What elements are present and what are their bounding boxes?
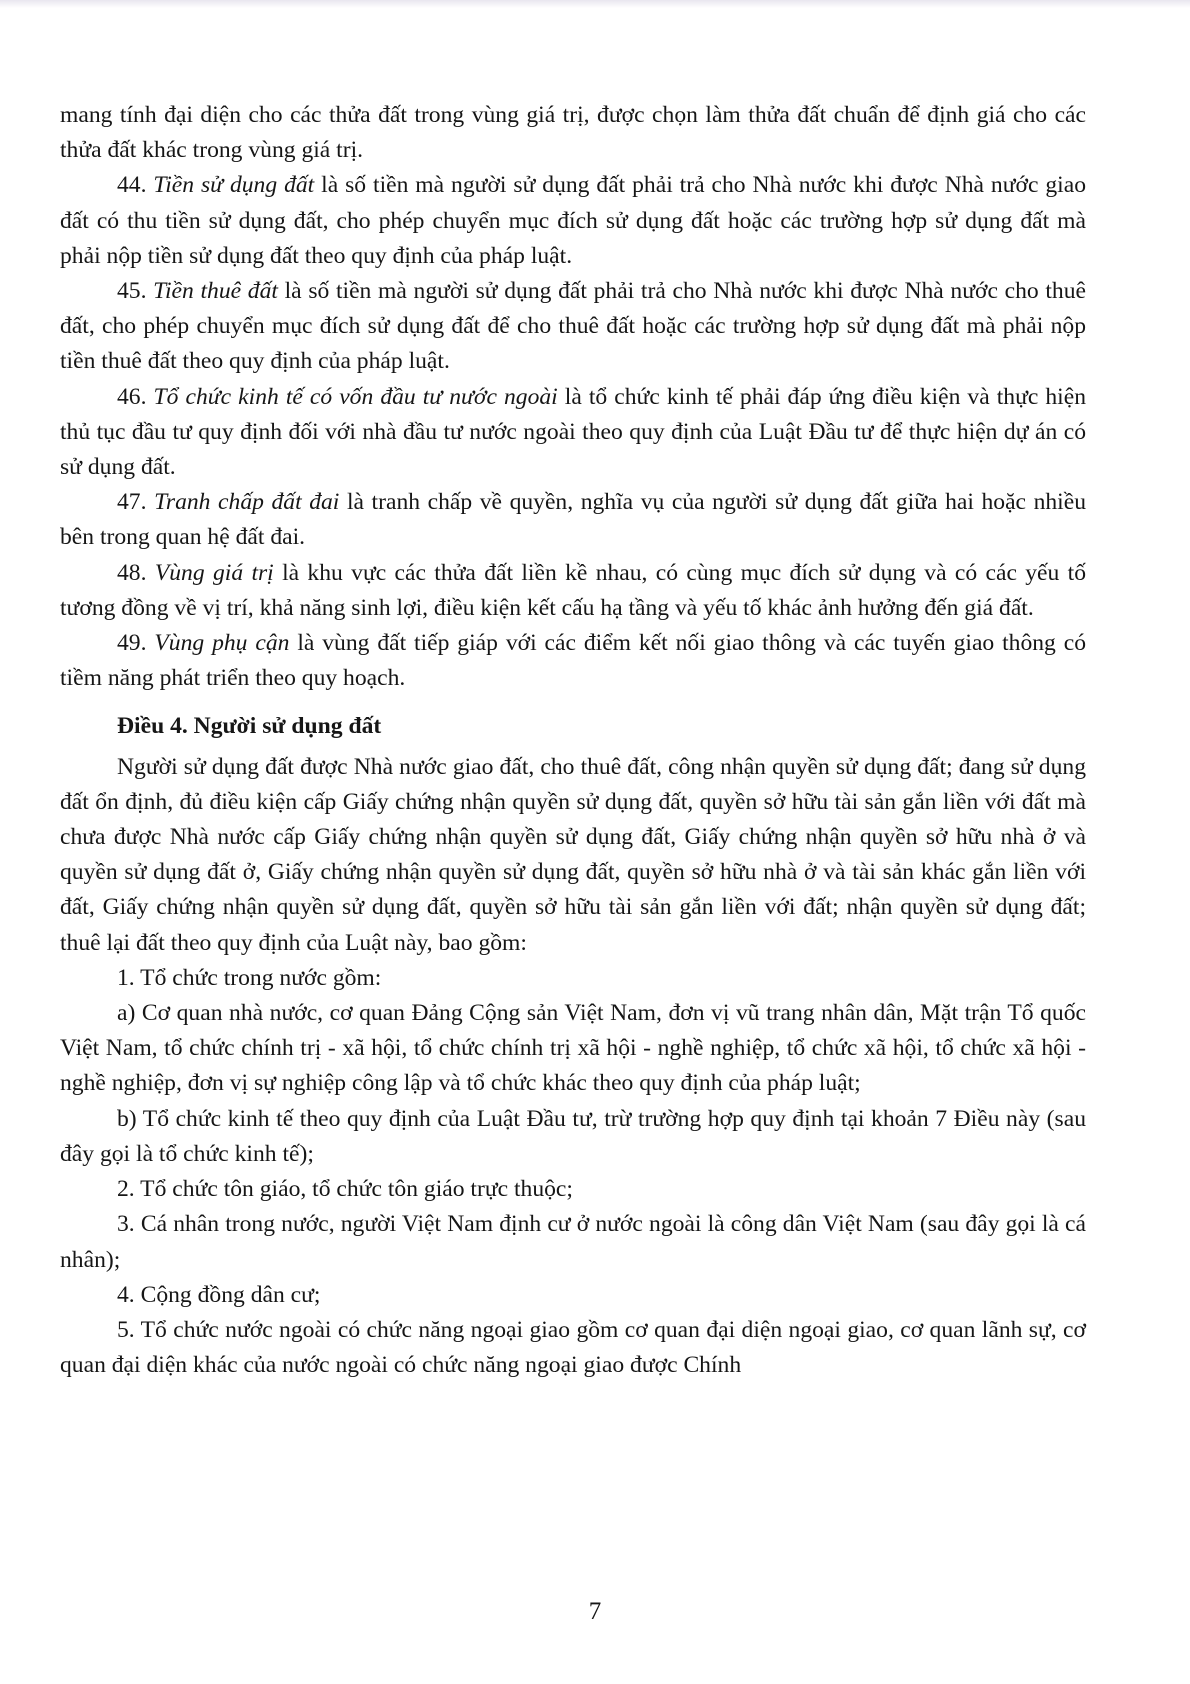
defined-term: Tiền thuê đất xyxy=(153,278,278,305)
definition-number: 49. xyxy=(117,630,155,657)
defined-term: Vùng phụ cận xyxy=(154,630,290,657)
definition-44 xyxy=(60,168,1086,274)
definition-text: là khu vực các thửa đất liền kề nhau, có cùng mục đích sử dụng và có các yếu tố tương đồng về vị trí, khả năng sinh lợi, điều kiện kết cấu hạ tầng và yếu tố khác ảnh hưởng đến giá đất. xyxy=(60,559,1086,621)
defined-term: Tiền sử dụng đất xyxy=(153,172,315,199)
clause-5: 5. Tổ chức nước ngoài có chức năng ngoại giao gồm cơ quan đại diện ngoại giao, cơ quan lãnh sự, cơ quan đại diện khác của nước ngoài có chức năng ngoại giao được Chính xyxy=(60,1316,1086,1379)
definition-48 xyxy=(60,556,1086,626)
definition-number: 44. xyxy=(117,172,154,199)
page-number: 7 xyxy=(588,1598,602,1625)
definition-49 xyxy=(60,626,1086,696)
scan-edge xyxy=(0,0,1190,8)
clause-4: 4. Cộng đồng dân cư; xyxy=(117,1281,321,1308)
clause-2: 2. Tổ chức tôn giáo, tổ chức tôn giáo trực thuộc; xyxy=(117,1176,573,1203)
definition-number: 45. xyxy=(117,278,154,305)
definition-text: là vùng đất tiếp giáp với các điểm kết nối giao thông và các tuyến giao thông có tiềm năng phát triển theo quy hoạch. xyxy=(60,630,1087,692)
definition-number: 48. xyxy=(117,559,155,586)
point-a: a) Cơ quan nhà nước, cơ quan Đảng Cộng sản Việt Nam, đơn vị vũ trang nhân dân, Mặt trận Tổ quốc Việt Nam, tổ chức chính trị - xã hội, tổ chức chính trị xã hội - nghề nghiệp, tổ chức xã hội, tổ chức xã hội - nghề nghiệp, đơn vị sự nghiệp công lập và tổ chức khác theo quy định của pháp luật; xyxy=(60,1000,1086,1097)
definition-text: là tổ chức kinh tế phải đáp ứng điều kiện và thực hiện thủ tục đầu tư quy định đối với nhà đầu tư nước ngoài theo quy định của Luật Đầu tư để thực hiện dự án có sử dụng đất. xyxy=(60,383,1087,481)
definition-text: là tranh chấp về quyền, nghĩa vụ của người sử dụng đất giữa hai hoặc nhiều bên trong quan hệ đất đai. xyxy=(60,489,1087,551)
definition-text: là số tiền mà người sử dụng đất phải trả cho Nhà nước khi được Nhà nước cho thuê đất, cho phép chuyển mục đích sử dụng đất để cho thuê đất hoặc các trường hợp sử dụng đất mà phải nộp tiền thuê đất theo quy định của pháp luật. xyxy=(60,278,1086,375)
point-b: b) Tổ chức kinh tế theo quy định của Luật Đầu tư, trừ trường hợp quy định tại khoản 7 Điều này (sau đây gọi là tổ chức kinh tế); xyxy=(60,1105,1086,1167)
article-intro: Người sử dụng đất được Nhà nước giao đất, cho thuê đất, công nhận quyền sử dụng đất; đang sử dụng đất ổn định, đủ điều kiện cấp Giấy chứng nhận quyền sử dụng đất, quyền sở hữu tài sản gắn liền với đất mà chưa được Nhà nước cấp Giấy chứng nhận quyền sử dụng đất, Giấy chứng nhận quyền sở hữu nhà ở và quyền sử dụng đất ở, Giấy chứng nhận quyền sử dụng đất, quyền sở hữu nhà ở và tài sản khác gắn liền với đất, Giấy chứng nhận quyền sử dụng đất, quyền sở hữu tài sản gắn liền với đất; nhận quyền sử dụng đất; thuê lại đất theo quy định của Luật này, bao gồm: xyxy=(60,753,1086,956)
paragraph-continued xyxy=(60,98,1086,168)
defined-term: Vùng giá trị xyxy=(154,559,274,586)
definition-45 xyxy=(60,274,1086,380)
clause-1: 1. Tổ chức trong nước gồm: xyxy=(117,964,382,991)
defined-term: Tranh chấp đất đai xyxy=(154,489,340,516)
clause-3: 3. Cá nhân trong nước, người Việt Nam định cư ở nước ngoài là công dân Việt Nam (sau đây gọi là cá nhân); xyxy=(60,1211,1086,1273)
definition-46 xyxy=(60,380,1086,486)
paragraph-text: mang tính đại diện cho các thửa đất trong vùng giá trị, được chọn làm thửa đất chuẩn để định giá cho các thửa đất khác trong vùng giá trị. xyxy=(60,102,1086,164)
article-heading: Điều 4. Người sử dụng đất xyxy=(117,713,382,740)
document-page xyxy=(60,98,1086,1383)
definition-text: là số tiền mà người sử dụng đất phải trả cho Nhà nước khi được Nhà nước giao đất có thu tiền sử dụng đất, cho phép chuyển mục đích sử dụng đất hoặc các trường hợp sử dụng đất mà phải nộp tiền sử dụng đất theo quy định của pháp luật. xyxy=(60,172,1086,269)
definition-47 xyxy=(60,485,1086,555)
defined-term: Tổ chức kinh tế có vốn đầu tư nước ngoài xyxy=(153,383,558,410)
definition-number: 46. xyxy=(117,383,154,410)
definition-number: 47. xyxy=(117,489,155,516)
